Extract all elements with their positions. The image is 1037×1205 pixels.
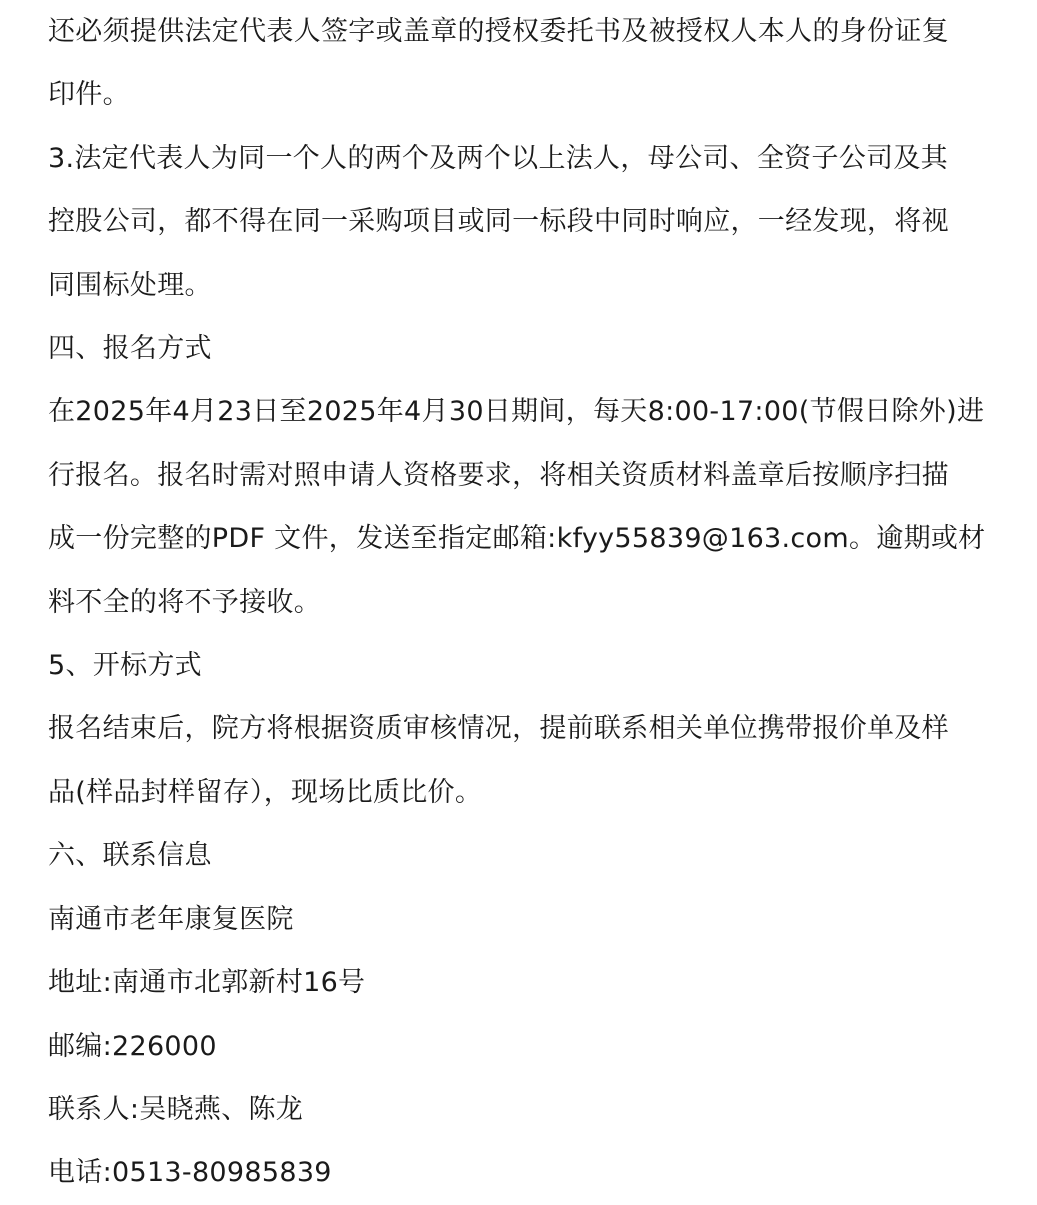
- text-line: 3.法定代表人为同一个人的两个及两个以上法人，母公司、全资子公司及其: [48, 142, 948, 174]
- section-heading: 四、报名方式: [48, 333, 212, 365]
- text-line: 品(样品封样留存），现场比质比价。: [48, 776, 483, 808]
- text-line: 印件。: [48, 79, 130, 111]
- text-line: 成一份完整的PDF 文件，发送至指定邮箱:kfyy55839@163.com。逾期或材: [48, 523, 986, 555]
- text-line: 报名结束后，院方将根据资质审核情况，提前联系相关单位携带报价单及样: [48, 713, 949, 745]
- section-heading: 六、联系信息: [48, 840, 212, 872]
- text-line: 同围标处理。: [48, 269, 212, 301]
- text-line: 行报名。报名时需对照申请人资格要求，将相关资质材料盖章后按顺序扫描: [48, 459, 949, 491]
- text-line: 料不全的将不予接收。: [48, 586, 321, 618]
- contact-person: 联系人:吴晓燕、陈龙: [48, 1093, 304, 1125]
- contact-phone: 电话:0513-80985839: [48, 1157, 332, 1189]
- contact-postcode: 邮编:226000: [48, 1030, 217, 1062]
- section-heading: 5、开标方式: [48, 650, 202, 682]
- text-line: 在2025年4月23日至2025年4月30日期间，每天8:00-17:00(节假日除外)进: [48, 396, 985, 428]
- text-line: 控股公司，都不得在同一采购项目或同一标段中同时响应，一经发现，将视: [48, 206, 949, 238]
- contact-org: 南通市老年康复医院: [48, 903, 294, 935]
- document-body: [48, 0, 1008, 1205]
- text-line: 还必须提供法定代表人签字或盖章的授权委托书及被授权人本人的身份证复: [48, 16, 949, 47]
- contact-address: 地址:南通市北郭新村16号: [48, 967, 366, 999]
